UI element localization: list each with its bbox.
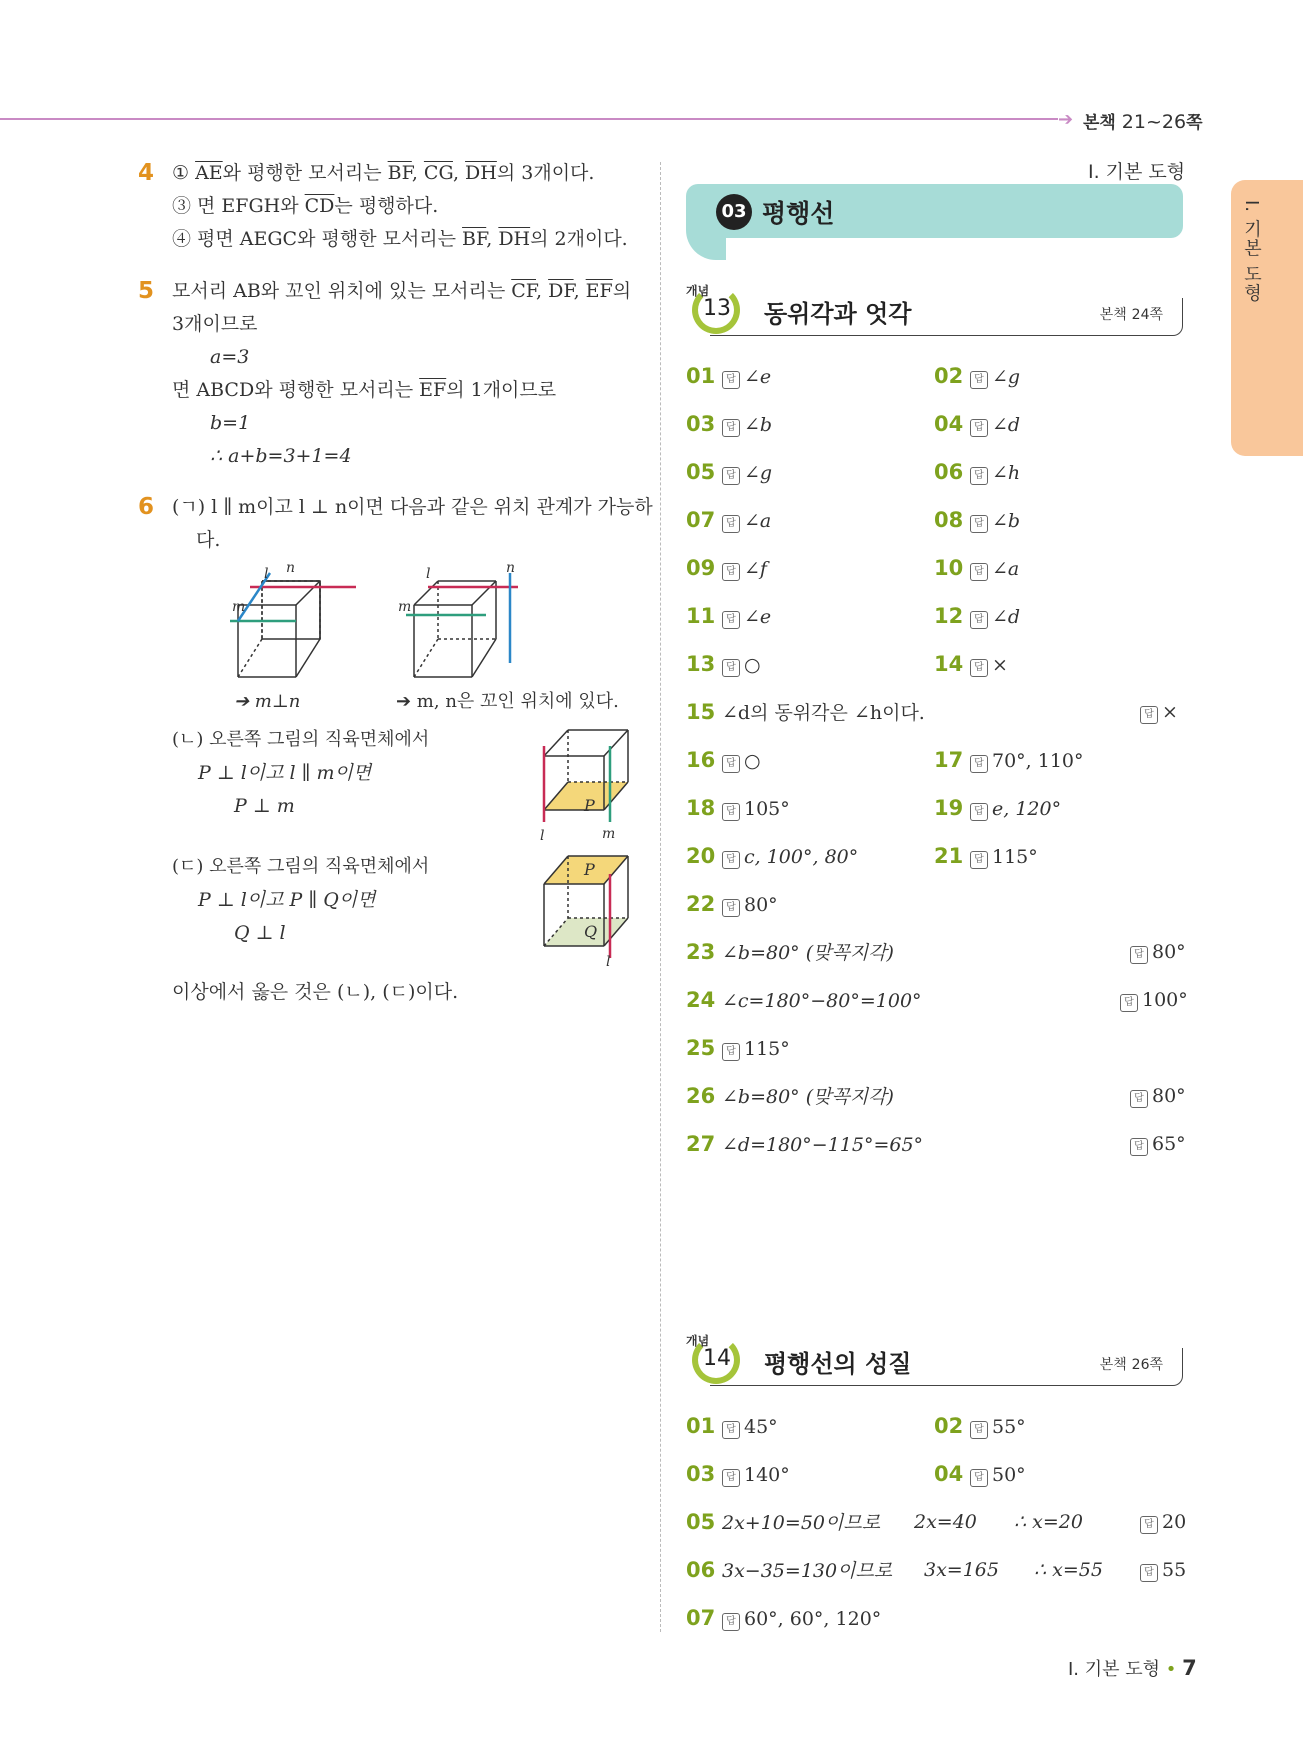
problem-number: 6 [138,494,155,520]
p5-line4: 면 ABCD와 평행한 모서리는 $\overline{EF}$의 1개이므로 [172,379,557,401]
concept-title: 평행선의 성질 [764,1350,912,1378]
fig-c-label-P: P [584,860,595,879]
fig-c-label-Q: Q [584,922,598,941]
header-rule [0,118,1058,120]
section-number: 03 [716,194,752,230]
p4-line3: ④ 평면 AEGC와 평행한 모서리는 $\overline{BF}$, $\overline{DH}$의 2개이다. [172,228,628,250]
p5-line3: a=3 [210,346,250,368]
answer-item: 01 답 ∠e [686,364,772,388]
answer-item: 02 답 55° [934,1414,1026,1438]
fig2-label-n: n [506,560,516,576]
page-number: 7 [1182,1656,1197,1680]
chapter-side-tab-label: I. 기본 도형 [1241,200,1262,303]
fig1-label-m: m [232,599,246,615]
answer-item: 11 답 ∠e [686,604,772,628]
answer-item: 05 2x+10=50이므로 [686,1510,881,1534]
answer-item: 03 답 140° [686,1462,790,1486]
concept-number: 14 [703,1346,731,1371]
answer-value: 답 80° [1130,941,1186,964]
fig-c-label-l: l [606,954,611,970]
fig1-label-l: l [264,566,269,582]
fig-b-label-P: P [584,796,595,815]
answer-step: 2x=40 [914,1511,977,1533]
concept-page-ref: 본책 24쪽 [1099,307,1163,323]
p4-line2: ③ 면 EFGH와 $\overline{CD}$는 평행하다. [172,195,439,217]
p6-c-line1: (ㄷ) 오른쪽 그림의 직육면체에서 [172,856,430,877]
concept-title: 동위각과 엇각 [764,300,912,328]
answer-value: 답 100° [1120,989,1188,1012]
p4-line1: ① $\overline{AE}$와 평행한 모서리는 $\overline{BF}$, $\overline{CG}$, $\overline{DH}$의 3개이다. [172,162,595,184]
fig1-caption: ➔ m⊥n [234,691,301,712]
answer-item: 05 답 ∠g [686,460,773,484]
answer-item: 20 답 c, 100°, 80° [686,844,859,868]
answer-step: ∴ x=20 [1014,1511,1083,1533]
answer-item: 03 답 ∠b [686,412,773,436]
p6-conclusion: 이상에서 옳은 것은 (ㄴ), (ㄷ)이다. [172,981,459,1003]
problem-number: 4 [138,160,155,186]
concept-header-13: 개념 13 동위각과 엇각 본책 24쪽 [686,280,1183,338]
cube-figure-skew-1 [230,565,360,685]
fig-b-label-l: l [540,828,545,844]
answer-item: 17 답 70°, 110° [934,748,1084,772]
answer-item: 04 답 50° [934,1462,1026,1486]
problem-number: 5 [138,278,155,304]
answer-item: 16 답 ○ [686,748,761,772]
answer-item: 07 답 ∠a [686,508,772,532]
answer-item: 25 답 115° [686,1036,790,1060]
chapter-label: I. 기본 도형 [1088,161,1186,183]
page-footer: I. 기본 도형 • 7 [1068,1656,1197,1680]
p6-c-line2: P ⊥ l이고 P ∥ Q이면 [198,889,376,911]
answer-item: 13 답 ○ [686,652,761,676]
concept-page-ref: 본책 26쪽 [1099,1357,1163,1373]
fig2-label-m: m [398,599,412,615]
answer-item: 08 답 ∠b [934,508,1021,532]
answer-step: ∴ x=55 [1034,1559,1103,1581]
concept-header-14: 개념 14 평행선의 성질 본책 26쪽 [686,1330,1183,1388]
answer-item: 01 답 45° [686,1414,778,1438]
p6-c-line3: Q ⊥ l [234,922,286,944]
answer-value: 답 80° [1130,1085,1186,1108]
answer-item: 21 답 115° [934,844,1038,868]
concept-number: 13 [703,296,731,321]
p6-line1: (ㄱ) l ∥ m이고 l ⊥ n이면 다음과 같은 위치 관계가 가능하 [172,496,653,518]
section-title: 평행선 [762,199,835,228]
p5-line6: ∴ a+b=3+1=4 [210,445,352,467]
p6-b-line3: P ⊥ m [234,795,295,817]
fig2-caption: ➔ m, n은 꼬인 위치에 있다. [396,691,619,712]
answer-item: 09 답 ∠f [686,556,767,580]
answer-value: 답 20 [1140,1511,1186,1534]
answer-item: 07 답 60°, 60°, 120° [686,1606,882,1630]
header-arrow-icon: ➔ [1058,109,1074,130]
answer-item: 22 답 80° [686,892,778,916]
section-band [686,184,1183,238]
answer-item: 18 답 105° [686,796,790,820]
column-divider [660,162,661,1632]
answer-item: 14 답 × [934,652,1008,676]
answer-step: 3x=165 [924,1559,999,1581]
answer-item: 06 3x−35=130이므로 [686,1558,893,1582]
answer-value: 답 × [1140,701,1178,724]
answer-item: 06 답 ∠h [934,460,1021,484]
p6-b-line2: P ⊥ l이고 l ∥ m이면 [198,762,372,784]
answer-item: 19 답 e, 120° [934,796,1062,820]
answer-item: 26 ∠b=80° (맞꼭지각) [686,1084,894,1108]
p5-line1: 모서리 AB와 꼬인 위치에 있는 모서리는 $\overline{CF}$, $\overline{DF}$, $\overline{EF}$의 [172,280,632,302]
fig2-label-l: l [426,566,431,582]
cube-figure-skew-2 [406,565,526,685]
answer-item: 02 답 ∠g [934,364,1021,388]
answer-value: 답 55 [1140,1559,1186,1582]
fig1-label-n: n [286,560,296,576]
p5-line2: 3개이므로 [172,313,258,335]
p5-line5: b=1 [210,412,251,434]
answer-item: 04 답 ∠d [934,412,1021,436]
p6-b-line1: (ㄴ) 오른쪽 그림의 직육면체에서 [172,729,430,750]
answer-item: 12 답 ∠d [934,604,1021,628]
fig-b-label-m: m [602,826,616,842]
answer-item: 24 ∠c=180°−80°=100° [686,988,922,1012]
answer-item: 15 ∠d의 동위각은 ∠h이다. [686,700,925,724]
answer-value: 답 65° [1130,1133,1186,1156]
answer-item: 10 답 ∠a [934,556,1020,580]
answer-item: 23 ∠b=80° (맞꼭지각) [686,940,894,964]
header-page-ref: 본책 21~26쪽 [1083,111,1203,133]
answer-item: 27 ∠d=180°−115°=65° [686,1132,924,1156]
p6-line2: 다. [196,529,221,551]
